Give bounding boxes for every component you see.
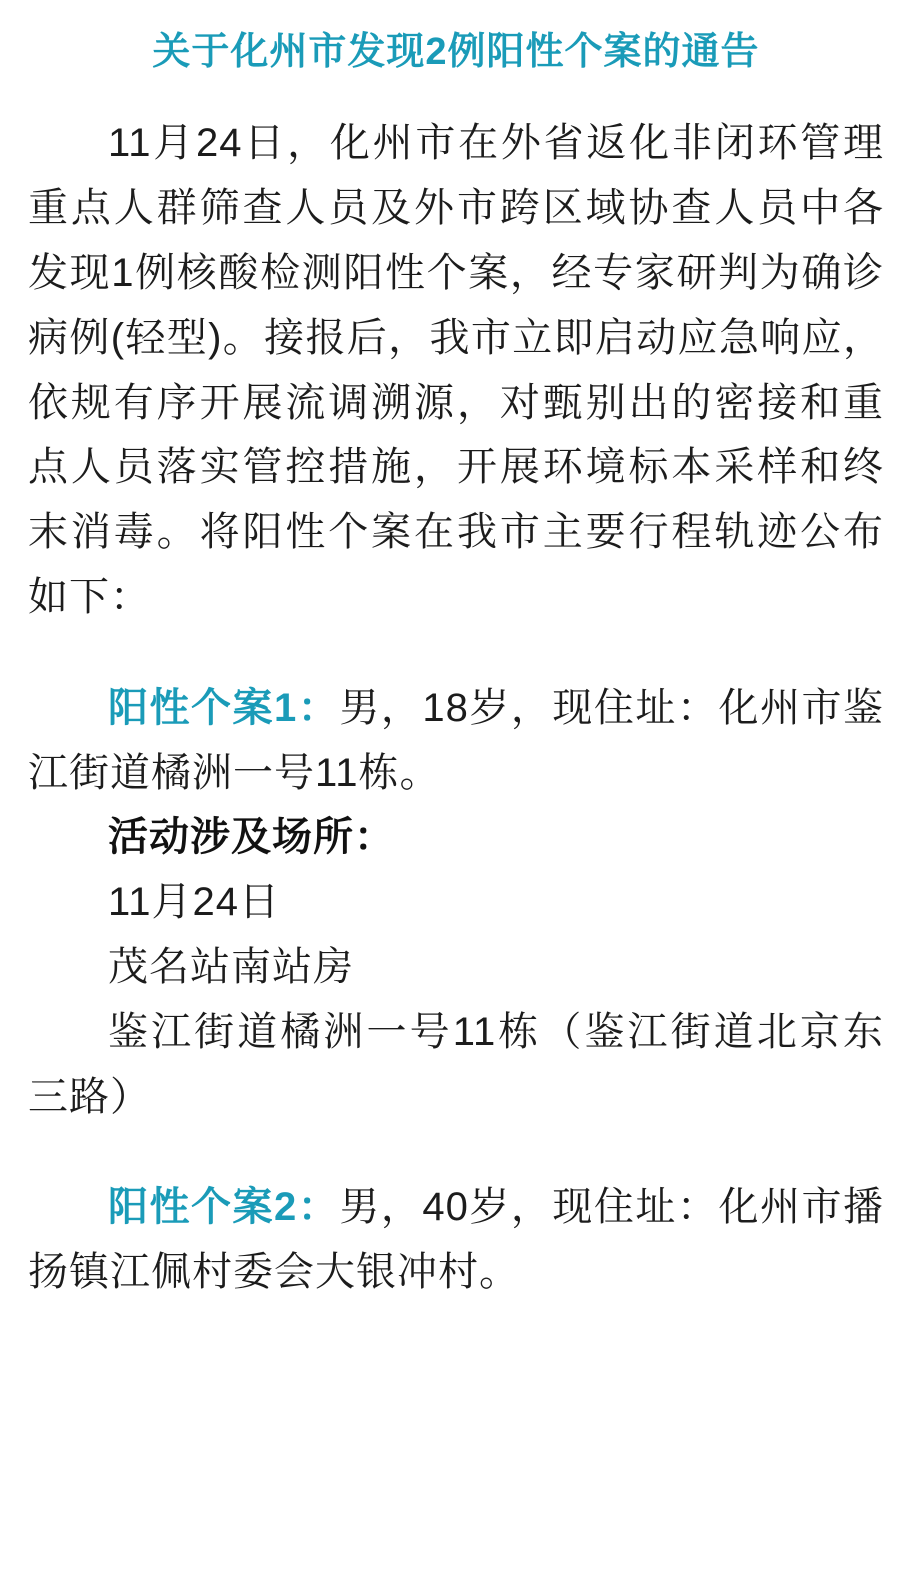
case-1-places-heading: 活动涉及场所： (108, 815, 395, 860)
case-2-detail: 男，40岁，现住址：化州市播扬镇江佩村委会大银冲村。 (28, 1185, 885, 1295)
case-2-label: 阳性个案2： (108, 1185, 340, 1230)
case-1-place-1: 茂名站南站房 (108, 944, 354, 989)
case-2-heading (28, 1175, 884, 1305)
case-1-heading (28, 676, 884, 806)
case-1-place-date: 11月24日 (108, 880, 281, 925)
case-1-place-2: 鉴江街道橘洲一号11栋（鉴江街道北京东三路） (28, 1009, 884, 1119)
case-block-1 (28, 676, 884, 1130)
intro-paragraph: 11月24日，化州市在外省返化非闭环管理重点人群筛查人员及外市跨区域协查人员中各发现1例核酸检测阳性个案，经专家研判为确诊病例(轻型)。接报后，我市立即启动应急响应，依规有序开展流调溯源，对甄别出的密接和重点人员落实管控措施，开展环境标本采样和终末消毒。将阳性个案在我市主要行程轨迹公布如下： (28, 121, 884, 619)
case-1-detail: 男，18岁，现住址：化州市鉴江街道橘洲一号11栋。 (28, 685, 885, 795)
case-block-2 (28, 1175, 884, 1305)
case-1-label: 阳性个案1： (108, 685, 340, 730)
page-title: 关于化州市发现2例阳性个案的通告 (152, 31, 760, 73)
